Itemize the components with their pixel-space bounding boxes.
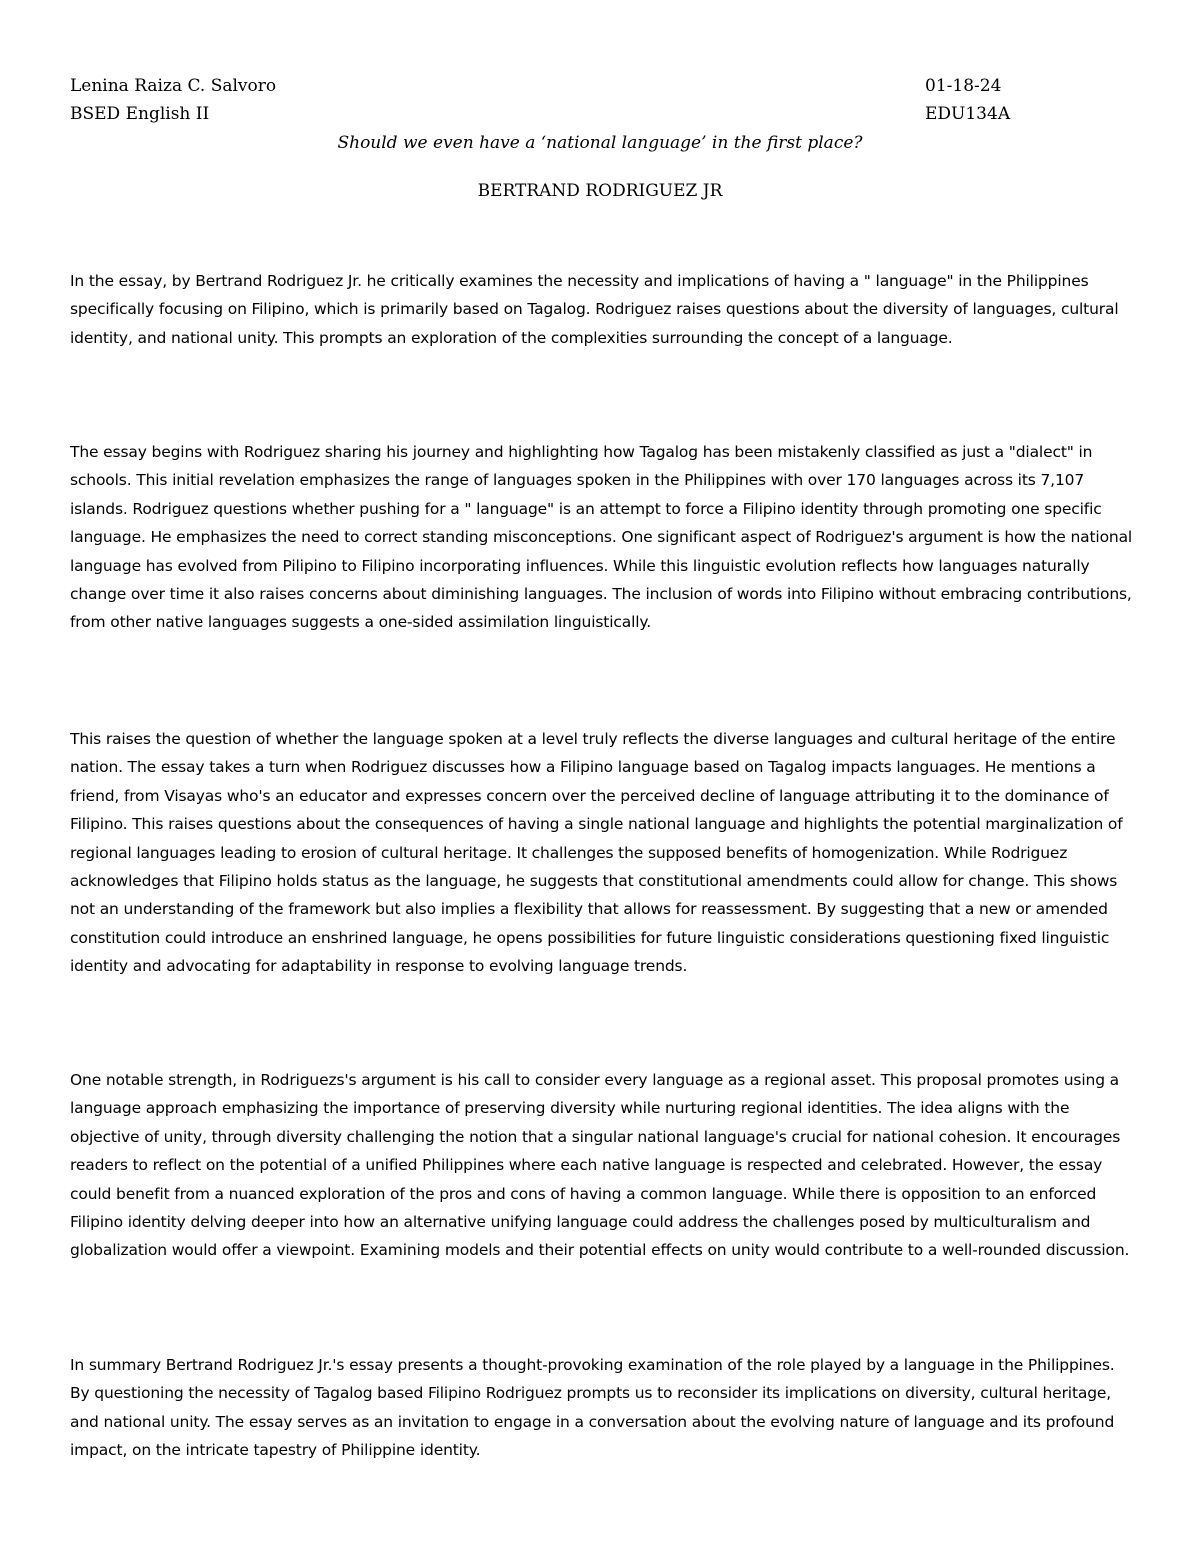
essay-title: Should we even have a ‘national language’ in the first place? [337,133,863,153]
program-name: BSED English II [70,104,210,124]
author-name: Lenina Raiza C. Salvoro [70,76,277,96]
course-code: EDU134A [925,104,1011,124]
paragraph-introduction: In the essay, by Bertrand Rodriguez Jr. he critically examines the necessity and implications of having a " language" in the Philippines specifically focusing on Filipino, which is primarily based on Tagalog. Rodriguez raises questions about the diversity of languages, cultural identity, and national unity. This prompts an exploration of the complexities surrounding the concept of a language. [70,272,1119,347]
date-text: 01-18-24 [925,76,1002,96]
paragraph-body-2: This raises the question of whether the language spoken at a level truly reflects the diverse languages and cultural heritage of the entire nation. The essay takes a turn when Rodriguez discusses how a Filipino language based on Tagalog impacts languages. He mentions a friend, from Visayas who's an educator and expresses concern over the perceived decline of language attributing it to the dominance of Filipino. This raises questions about the consequences of having a single national language and highlights the potential marginalization of regional languages leading to erosion of cultural heritage. It challenges the supposed benefits of homogenization. While Rodriguez acknowledges that Filipino holds status as the language, he suggests that constitutional amendments could allow for change. This shows not an understanding of the framework but also implies a flexibility that allows for reassessment. By suggesting that a new or amended constitution could introduce an enshrined language, he opens possibilities for future linguistic considerations questioning fixed linguistic identity and advocating for adaptability in response to evolving language trends. [70,730,1123,976]
paragraph-body-3: One notable strength, in Rodriguezs's argument is his call to consider every language as a regional asset. This proposal promotes using a language approach emphasizing the importance of preserving diversity while nurturing regional identities. The idea aligns with the objective of unity, through diversity challenging the notion that a singular national language's crucial for national cohesion. It encourages readers to reflect on the potential of a unified Philippines where each native language is respected and celebrated. However, the essay could benefit from a nuanced exploration of the pros and cons of having a common language. While there is opposition to an enforced Filipino identity delving deeper into how an alternative unifying language could address the challenges posed by multiculturalism and globalization would offer a viewpoint. Examining models and their potential effects on unity would contribute to a well-rounded discussion. [70,1071,1130,1260]
paragraph-body-1: The essay begins with Rodriguez sharing his journey and highlighting how Tagalog has been mistakenly classified as just a "dialect" in schools. This initial revelation emphasizes the range of languages spoken in the Philippines with over 170 languages across its 7,107 islands. Rodriguez questions whether pushing for a " language" is an attempt to force a Filipino identity through promoting one specific language. He emphasizes the need to correct standing misconceptions. One significant aspect of Rodriguez's argument is how the national language has evolved from Pilipino to Filipino incorporating influences. While this linguistic evolution reflects how languages naturally change over time it also raises concerns about diminishing languages. The inclusion of words into Filipino without embracing contributions, from other native languages suggests a one-sided assimilation linguistically. [70,443,1133,632]
essay-subject: BERTRAND RODRIGUEZ JR [477,181,723,201]
paragraph-conclusion: In summary Bertrand Rodriguez Jr.'s essay presents a thought-provoking examination of the role played by a language in the Philippines. By questioning the necessity of Tagalog based Filipino Rodriguez prompts us to reconsider its implications on diversity, cultural heritage, and national unity. The essay serves as an invitation to engage in a conversation about the evolving nature of language and its profound impact, on the intricate tapestry of Philippine identity. [70,1356,1115,1460]
